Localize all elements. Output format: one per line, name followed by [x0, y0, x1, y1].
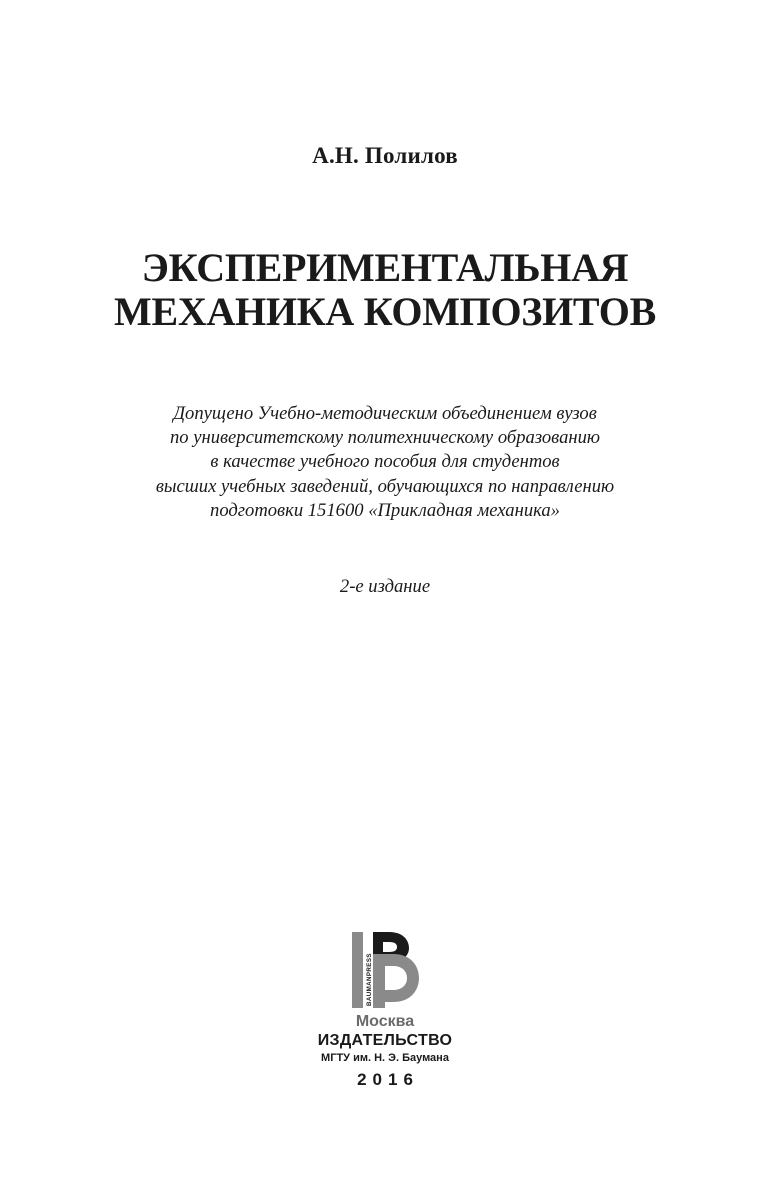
approval-statement [0, 402, 770, 523]
approval-line: по университетскому политехническому образованию [169, 427, 601, 449]
approval-line: подготовки 151600 «Прикладная механика» [210, 499, 560, 521]
publisher-name: ИЗДАТЕЛЬСТВО [317, 1032, 453, 1049]
publisher-logo [347, 932, 425, 1012]
logo-vertical-text: BAUMANPRESS [366, 953, 373, 1006]
book-title [0, 246, 770, 334]
publisher-city: Москва [355, 1013, 415, 1030]
approval-line: в качестве учебного пособия для студентов [210, 451, 560, 473]
logo-grey-bar [352, 932, 363, 1008]
approval-line: высших учебных заведений, обучающихся по направлению [155, 475, 615, 497]
publisher-subname: МГТУ им. Н. Э. Баумана [321, 1052, 449, 1064]
book-title-line-1: ЭКСПЕРИМЕНТАЛЬНАЯ [141, 245, 629, 290]
logo-p-shape [373, 954, 419, 1008]
publication-year: 2016 [357, 1070, 419, 1089]
edition-label: 2-е издание [339, 576, 431, 597]
author-name: А.Н. Полилов [312, 143, 458, 168]
approval-line: Допущено Учебно-методическим объединением вузов [173, 403, 597, 424]
book-title-line-2: МЕХАНИКА КОМПОЗИТОВ [114, 289, 656, 334]
